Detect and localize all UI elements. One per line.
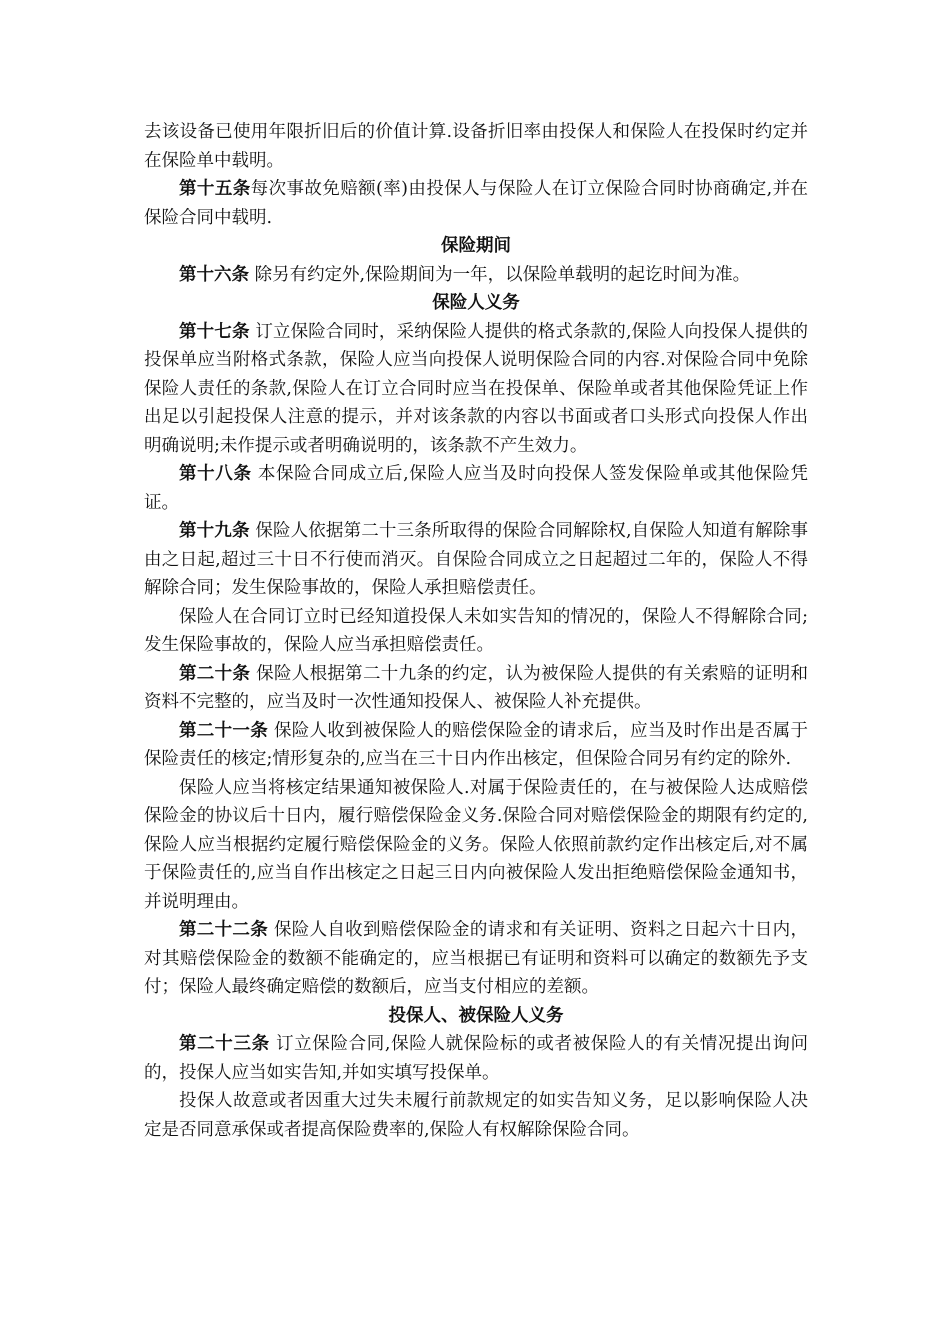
article-text: 除另有约定外,保险期间为一年，以保险单载明的起讫时间为准。 [249, 264, 751, 285]
section-heading-insurance-period: 保险期间 [441, 236, 511, 256]
article-text: 本保险合同成立后,保险人应当及时向投保人签发保险单或其他保险凭证。 [144, 464, 809, 513]
article-text: 每次事故免赔额(率)由投保人与保险人在订立保险合同时协商确定,并在保险合同中载明. [144, 179, 809, 228]
document-body [144, 118, 808, 1144]
article-text: 订立保险合同,保险人就保险标的或者被保险人的有关情况提出询问的，投保人应当如实告知,并如实填写投保单。 [144, 1034, 809, 1083]
article-16 [144, 261, 808, 290]
article-15 [144, 175, 808, 232]
article-number: 第十七条 [179, 321, 250, 342]
paragraph-0 [144, 118, 808, 175]
article-19 [144, 517, 808, 603]
paragraph-19b [144, 603, 808, 660]
article-number: 第二十三条 [179, 1034, 270, 1054]
article-number: 第十九条 [179, 521, 250, 541]
paragraph-21b [144, 774, 808, 917]
article-20 [144, 660, 808, 717]
article-17 [144, 318, 808, 461]
article-number: 第十八条 [179, 464, 252, 484]
paragraph-23b [144, 1087, 808, 1144]
article-number: 第二十二条 [179, 920, 269, 940]
paragraph-text: 投保人故意或者因重大过失未履行前款规定的如实告知义务，足以影响保险人决定是否同意承保或者提高保险费率的,保险人有权解除保险合同。 [144, 1091, 808, 1140]
article-text: 保险人根据第二十九条的约定，认为被保险人提供的有关索赔的证明和资料不完整的，应当及时一次性通知投保人、被保险人补充提供。 [144, 663, 808, 712]
section-heading-policyholder-obligations: 投保人、被保险人义务 [388, 1005, 564, 1026]
paragraph-text: 去该设备已使用年限折旧后的价值计算.设备折旧率由投保人和保险人在投保时约定并在保险单中载明。 [144, 122, 808, 171]
article-number: 第十六条 [179, 264, 249, 285]
article-text: 订立保险合同时，采纳保险人提供的格式条款的,保险人向投保人提供的投保单应当附格式条款，保险人应当向投保人说明保险合同的内容.对保险合同中免除保险人责任的条款,保险人在订立合同时应当在投保单、保险单或者其他保险凭证上作出足以引起投保人注意的提示，并对该条款的内容以书面或者口头形式向投保人作出明确说明;未作提示或者明确说明的，该条款不产生效力。 [144, 321, 809, 456]
article-text: 保险人自收到赔偿保险金的请求和有关证明、资料之日起六十日内，对其赔偿保险金的数额不能确定的，应当根据已有证明和资料可以确定的数额先予支付；保险人最终确定赔偿的数额后，应当支付相应的差额。 [144, 920, 808, 997]
article-22 [144, 916, 808, 1002]
paragraph-text: 保险人应当将核定结果通知被保险人.对属于保险责任的，在与被保险人达成赔偿保险金的协议后十日内，履行赔偿保险金义务.保险合同对赔偿保险金的期限有约定的,保险人应当根据约定履行赔偿保险金的义务。保险人依照前款约定作出核定后,对不属于保险责任的,应当自作出核定之日起三日内向被保险人发出拒绝赔偿保险金通知书，并说明理由。 [144, 777, 808, 912]
article-number: 第二十条 [179, 663, 251, 684]
article-text: 保险人依据第二十三条所取得的保险合同解除权,自保险人知道有解除事由之日起,超过三十日不行使而消灭。自保险合同成立之日起超过二年的，保险人不得解除合同；发生保险事故的，保险人承担赔偿责任。 [144, 521, 809, 598]
article-number: 第十五条 [179, 179, 251, 199]
article-number: 第二十一条 [179, 720, 269, 741]
article-23 [144, 1030, 808, 1087]
paragraph-text: 保险人在合同订立时已经知道投保人未如实告知的情况的，保险人不得解除合同;发生保险事故的，保险人应当承担赔偿责任。 [144, 606, 808, 655]
article-18 [144, 460, 808, 517]
article-21 [144, 717, 808, 774]
article-text: 保险人收到被保险人的赔偿保险金的请求后，应当及时作出是否属于保险责任的核定;情形复杂的,应当在三十日内作出核定，但保险合同另有约定的除外. [144, 720, 808, 769]
section-heading-insurer-obligations: 保险人义务 [432, 293, 520, 313]
